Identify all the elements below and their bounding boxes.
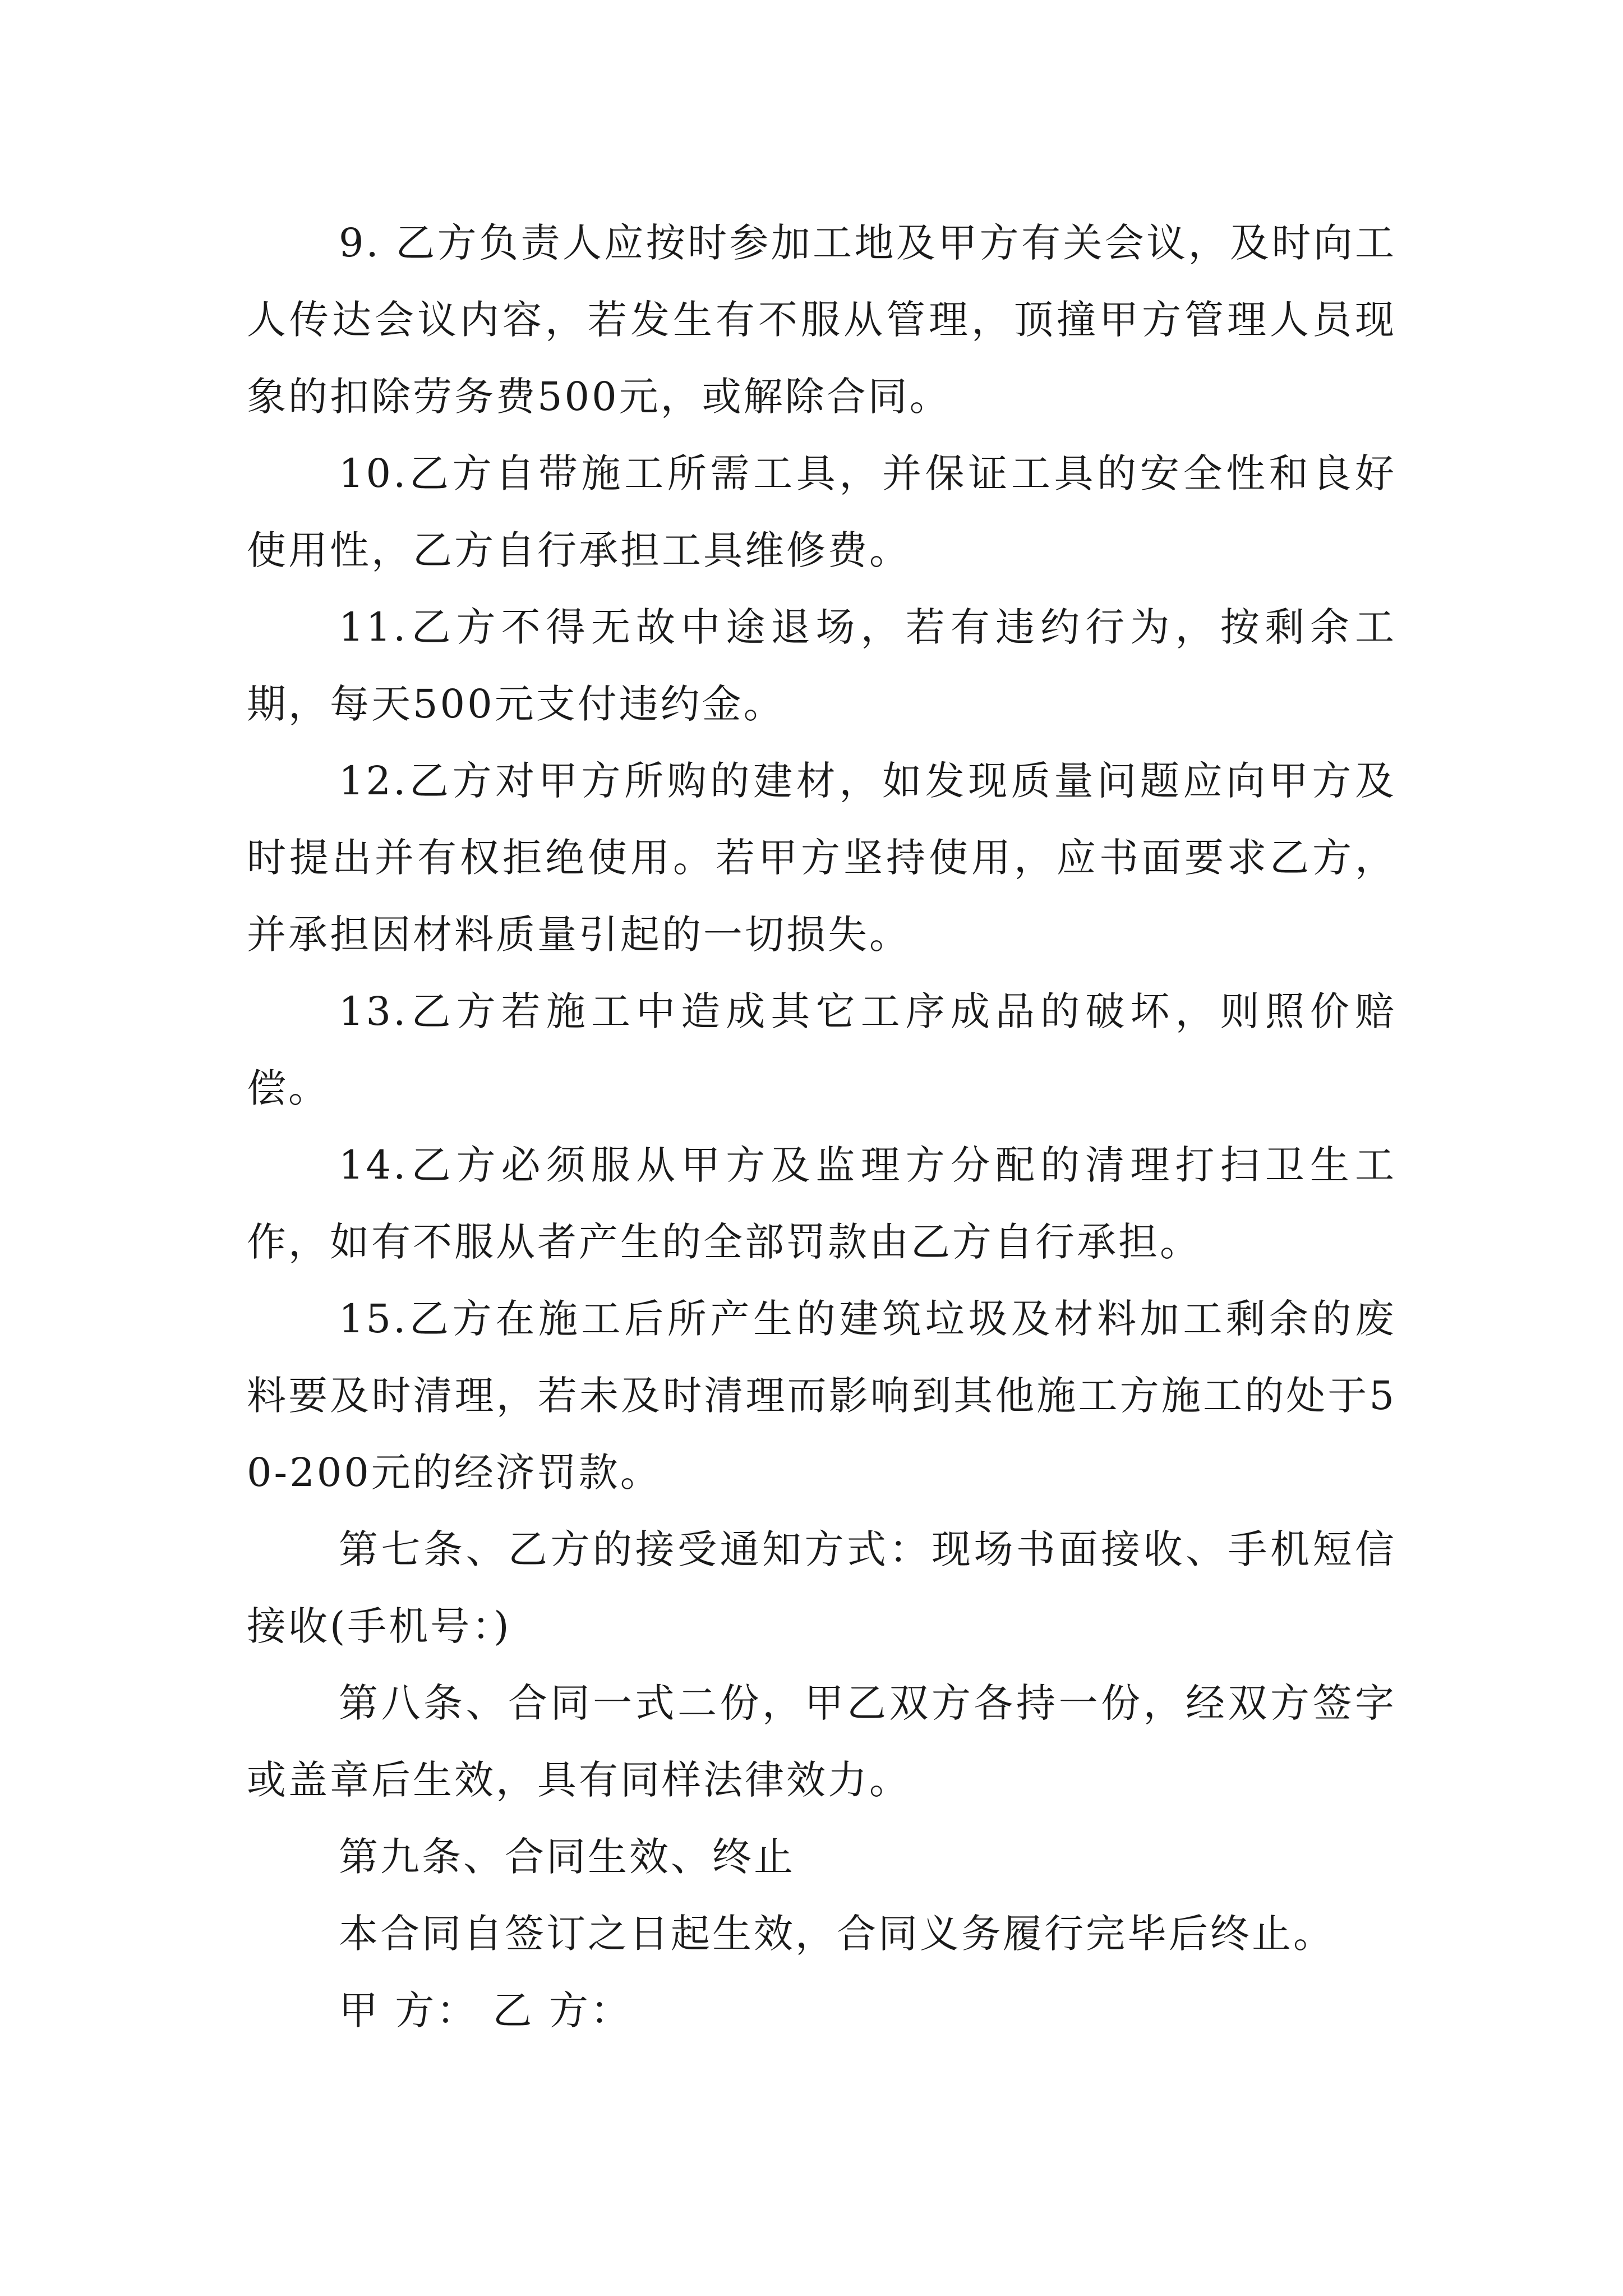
clause-15: 15.乙方在施工后所产生的建筑垃圾及材料加工剩余的废料要及时清理，若未及时清理而影响到其他施工方施工的处于50-200元的经济罚款。 (247, 1296, 1396, 1496)
article-9-text: 本合同自签订之日起生效，合同义务履行完毕后终止。 (339, 1911, 1335, 1957)
clause-9: 9. 乙方负责人应按时参加工地及甲方有关会议，及时向工人传达会议内容，若发生有不服从管理，顶撞甲方管理人员现象的扣除劳务费500元，或解除合同。 (247, 220, 1396, 420)
signature-line: 甲 方： 乙 方： (339, 1987, 632, 2033)
article-8: 第八条、合同一式二份，甲乙双方各持一份，经双方签字或盖章后生效，具有同样法律效力。 (247, 1680, 1396, 1803)
clause-14: 14.乙方必须服从甲方及监理方分配的清理打扫卫生工作，如有不服从者产生的全部罚款由乙方自行承担。 (247, 1142, 1396, 1265)
clause-11: 11.乙方不得无故中途退场，若有违约行为，按剩余工期，每天500元支付违约金。 (247, 604, 1396, 727)
article-7: 第七条、乙方的接受通知方式：现场书面接收、手机短信接收(手机号：) (247, 1526, 1396, 1649)
clause-10: 10.乙方自带施工所需工具，并保证工具的安全性和良好使用性，乙方自行承担工具维修费。 (247, 450, 1396, 573)
article-9-heading: 第九条、合同生效、终止 (339, 1834, 795, 1880)
clause-12: 12.乙方对甲方所购的建材，如发现质量问题应向甲方及时提出并有权拒绝使用。若甲方坚持使用，应书面要求乙方，并承担因材料质量引起的一切损失。 (247, 758, 1396, 958)
contract-body (247, 205, 1396, 2049)
clause-13: 13.乙方若施工中造成其它工序成品的破坏，则照价赔偿。 (247, 988, 1396, 1111)
